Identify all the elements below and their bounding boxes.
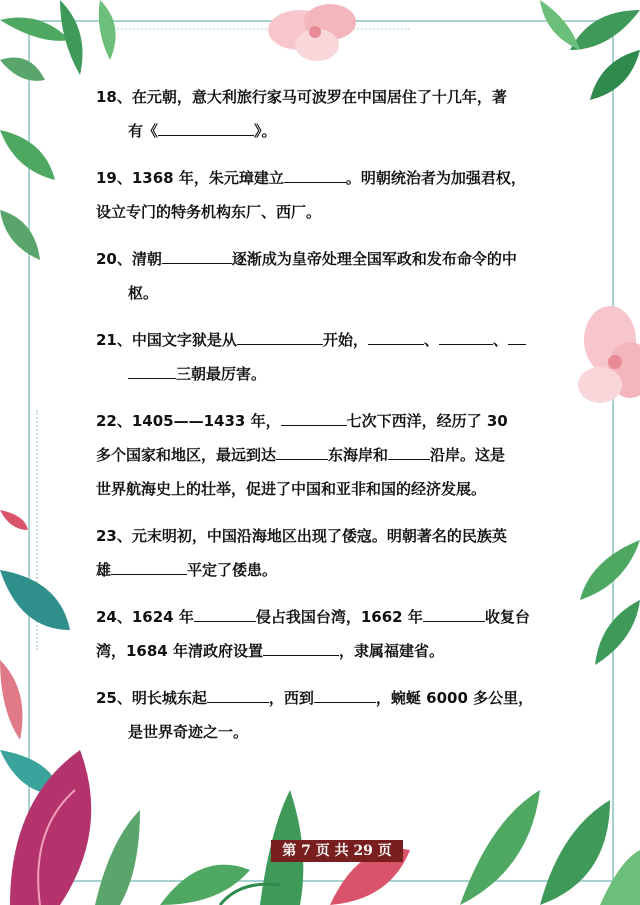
question-text: 1405——1433 年， — [131, 412, 281, 430]
question-18 — [96, 80, 566, 148]
question-text: 设立专门的特务机构东厂、西厂。 — [96, 203, 322, 221]
question-number: 25、 — [96, 689, 132, 707]
question-text: 有《 — [128, 122, 159, 140]
question-21 — [96, 323, 566, 391]
question-text: 侵占我国台湾，1662 年 — [255, 608, 423, 626]
leaf-right-lower-icon — [570, 530, 640, 670]
question-19 — [96, 161, 566, 229]
question-text: 清朝 — [131, 250, 162, 268]
question-text: 开始， — [322, 331, 368, 349]
answer-blank[interactable] — [111, 556, 187, 575]
question-number: 24、 — [96, 608, 132, 626]
answer-blank[interactable] — [439, 326, 493, 345]
question-text: 1624 年 — [131, 608, 194, 626]
leaf-left-upper-icon — [0, 120, 60, 270]
answer-blank[interactable] — [314, 684, 376, 703]
answer-blank[interactable] — [162, 245, 232, 264]
answer-blank[interactable] — [237, 326, 323, 345]
answer-blank[interactable] — [263, 637, 339, 656]
question-text: 明长城东起 — [131, 689, 207, 707]
question-text: 元末明初，中国沿海地区出现了倭寇。明朝著名的民族英 — [131, 527, 507, 545]
question-text: ，隶属福建省。 — [338, 642, 444, 660]
question-number: 23、 — [96, 527, 132, 545]
question-text: 雄 — [96, 561, 112, 579]
question-text: 枢。 — [128, 284, 159, 302]
question-text: 收复台 — [484, 608, 530, 626]
question-text: 平定了倭患。 — [187, 561, 278, 579]
question-text: 三朝最厉害。 — [176, 365, 267, 383]
answer-blank[interactable] — [508, 326, 526, 345]
question-text: ，西到 — [268, 689, 314, 707]
answer-blank[interactable] — [207, 684, 269, 703]
question-number: 19、 — [96, 169, 132, 187]
answer-blank[interactable] — [194, 603, 256, 622]
question-number: 20、 — [96, 250, 132, 268]
flower-top-icon — [245, 0, 395, 75]
question-text: 1368 年，朱元璋建立 — [131, 169, 284, 187]
question-text: 。明朝统治者为加强君权， — [345, 169, 526, 187]
answer-blank-continued[interactable] — [128, 360, 176, 379]
question-text: 中国文字狱是从 — [131, 331, 237, 349]
question-text: 、 — [492, 331, 508, 349]
question-text: ，蜿蜒 6000 多公里， — [375, 689, 534, 707]
question-text: 多个国家和地区，最远到达 — [96, 446, 277, 464]
question-text: 在元朝，意大利旅行家马可波罗在中国居住了十几年，著 — [131, 88, 507, 106]
question-number: 18、 — [96, 88, 132, 106]
question-23 — [96, 519, 566, 587]
leaf-cluster-bottom-right-icon — [430, 760, 640, 905]
question-text: 、 — [423, 331, 439, 349]
answer-blank[interactable] — [281, 407, 347, 426]
question-text: 世界航海史上的壮举，促进了中国和亚非和国的经济发展。 — [96, 480, 487, 498]
question-text: 七次下西洋，经历了 30 — [346, 412, 508, 430]
page-number-footer: 第 7 页 共 29 页 — [271, 840, 403, 862]
answer-blank[interactable] — [284, 164, 346, 183]
answer-blank[interactable] — [276, 441, 328, 460]
answer-blank[interactable] — [423, 603, 485, 622]
answer-blank[interactable] — [158, 117, 254, 136]
question-24 — [96, 600, 566, 668]
question-number: 22、 — [96, 412, 132, 430]
question-text: 》。 — [254, 122, 277, 140]
question-text: 东海岸和 — [328, 446, 389, 464]
question-list — [96, 80, 566, 762]
question-text: 湾，1684 年清政府设置 — [96, 642, 263, 660]
answer-blank[interactable] — [368, 326, 424, 345]
question-20 — [96, 242, 566, 310]
question-text: 逐渐成为皇帝处理全国军政和发布命令的中 — [231, 250, 517, 268]
question-number: 21、 — [96, 331, 132, 349]
question-22 — [96, 404, 566, 506]
flower-right-icon — [560, 300, 640, 430]
question-25 — [96, 681, 566, 749]
question-text: 是世界奇迹之一。 — [128, 723, 249, 741]
answer-blank[interactable] — [388, 441, 430, 460]
question-text: 沿岸。这是 — [430, 446, 506, 464]
